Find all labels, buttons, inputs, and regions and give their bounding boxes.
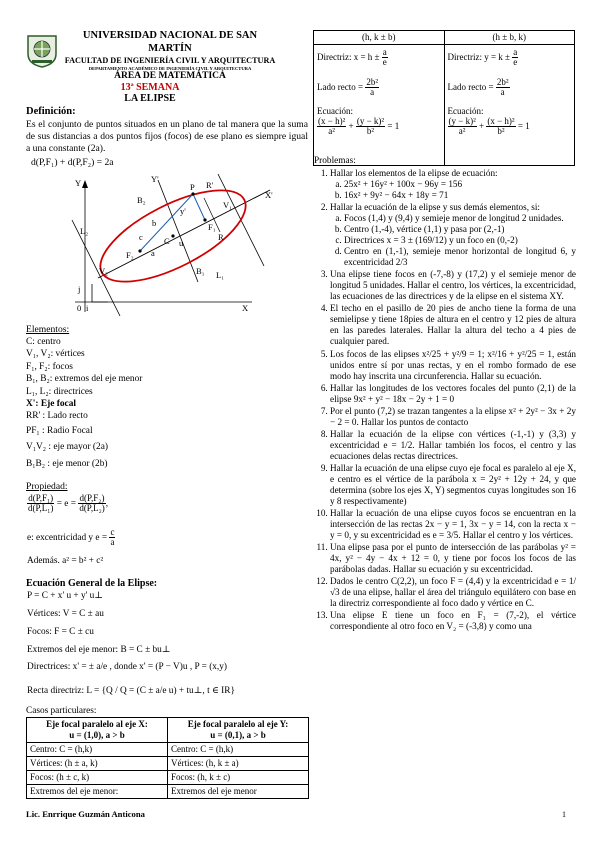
right-eq-rhs: = 1 — [517, 120, 530, 131]
problem-item: 3. Una elipse tiene focos en (-7,-8) y (17,2) y el semieje menor de longitud 5 unidades. Hallar el centro, los vértices, la excentricidad, las ecuaciones de las directrices y de la elipse en el sistema XY. — [330, 269, 576, 302]
label-l1: L₁ — [216, 270, 225, 280]
header-block — [60, 30, 280, 83]
element-item: B₁B₂ : eje menor (2b) — [26, 458, 108, 469]
problem-item: 5. Los focos de las elipses x²/25 + y²/9 = 1; x²/16 + y²/25 = 1, están unidos entre sí por unas rectas, y en el rombo formado de ese modo hay inscrita una circunferencia. Hallar su ecuación. — [330, 349, 576, 382]
problem-subitem: d. Centro en (1,-1), semieje menor horizontal de longitud 6, y excentricidad 2/3 — [344, 246, 576, 268]
problem-item: 9. Hallar la ecuación de una elipse cuyo eje focal es paralelo al eje X, e centro es el vértice de la parábola x = 2y² + 12y + 24, y que determina (sobre los ejes X, Y) segmentos cuyas longitudes son 16 y 8 respectivamente) — [330, 463, 576, 507]
dir-den: e — [513, 57, 518, 68]
label-j: j — [78, 284, 81, 294]
university-logo — [26, 34, 58, 68]
problem-item — [330, 168, 576, 201]
ecc-num: c — [110, 527, 115, 537]
general-eq2: Vértices: V = C ± au — [27, 609, 104, 619]
problem-subitem: b. 16x² + 9y² − 64x + 18y = 71 — [344, 190, 576, 201]
property-heading: Propiedad: — [26, 481, 68, 492]
cases-table — [26, 717, 309, 799]
label-b: b — [152, 218, 157, 228]
cont-right-lado: Lado recto = — [447, 81, 494, 92]
label-b1: B₁ — [196, 266, 205, 276]
ratio-mid: = e = — [56, 499, 76, 510]
area-name: ÁREA DE MATEMÁTICA — [114, 71, 226, 82]
general-eq3: Focos: F = C ± cu — [27, 627, 94, 637]
label-b2: B₂ — [137, 195, 146, 205]
cont-right-directriz: Directriz: y = k ± — [447, 51, 510, 62]
left-eq-n2: (y − k)² — [356, 115, 385, 126]
label-y: Y — [75, 178, 82, 188]
cases-cell: Focos: (h ± c, k) — [27, 770, 168, 784]
problem-item: 8. Hallar la ecuación de la elipse con vértices (-1,-1) y (3,3) y excentricidad e = 1/2. Hallar también los focos, el centro y las ecuaciones delas rectas directrices. — [330, 429, 576, 462]
label-c: C — [164, 236, 170, 246]
cases-cell: Focos: (h, k ± c) — [168, 770, 309, 784]
problem-item: 12. Dados le centro C(2,2), un foco F = (4,4) y la excentricidad e = 1/√3 de una elipse, hallar el área del triángulo equilátero con base en la directriz correspondiente al foco dado y vértice en C. — [330, 576, 576, 609]
label-v1: V₁ — [223, 200, 233, 210]
element-item: B₁, B₂: extremos del eje menor — [26, 374, 143, 385]
definition-text: Es el conjunto de puntos situados en un plano de tal manera que la suma de sus distancias a dos puntos fijos (focos) de ese plano es siempre igual a una constante (2a). — [26, 119, 308, 154]
problem-subitem: b. Centro (1,-4), vértice (1,1) y pasa por (2,-1) — [344, 224, 576, 235]
cont-right-head: (h ± b, k) — [444, 31, 575, 45]
ratio-right-den: d(P,L₂) — [79, 503, 105, 514]
cases-col1-sub: u = (1,0), a > b — [69, 729, 125, 740]
label-x-prime: X' — [265, 190, 273, 200]
ellipse-figure — [20, 170, 310, 318]
property-ratio: $\frac{\text{d(P,F₁)}}{\text{d(P,L₁)}}$ = e = $\frac{\text{d(P,F₂)}}{\text{d(P,L₂)}}$ , — [28, 493, 109, 514]
left-eq-n1: (x − h)² — [318, 115, 346, 126]
cases-cell: Extremos del eje menor: — [27, 784, 168, 798]
label-f1: F₁ — [208, 222, 216, 232]
general-eq6: Recta directriz: L = {Q / Q = (C ± a/e u) + tu⊥, t ∈ IR} — [27, 686, 235, 696]
cases-cell: Vértices: (h ± a, k) — [27, 756, 168, 770]
general-eq4: Extremos del eje menor: B = C ± bu⊥ — [27, 645, 171, 655]
problems-list — [314, 168, 576, 632]
problems-block — [314, 168, 576, 633]
cont-left-directriz: Directriz: x = h ± — [317, 51, 380, 62]
problem-text: Hallar la ecuación de la elipse y sus demás elementos, si: — [330, 202, 540, 213]
cont-left-ecuacion: Ecuación: — [317, 105, 353, 116]
label-x: X — [242, 303, 249, 313]
label-origin: 0 — [77, 303, 82, 313]
right-eq-d2: b² — [497, 126, 505, 137]
cases-col2-sub: u = (0,1), a > b — [210, 729, 266, 740]
definition-formula: d(P,F₁) + d(P,F₂) = 2a — [31, 157, 114, 168]
focal-radius-2 — [193, 194, 205, 220]
cont-left-lado: Lado recto = — [317, 81, 364, 92]
element-item: V₁, V₂: vértices — [26, 349, 85, 360]
ratio-right-num: d(P,F₂) — [79, 493, 105, 503]
problem-item: 4. El techo en el pasillo de 20 pies de ancho tiene la forma de una semielipse y tiene 18pies de altura en el centro y 12 pies de altura en las paredes laterales. Hallar la altura del techo a 4 pies de cualquier pared. — [330, 303, 576, 347]
problems-heading: Problemas: — [314, 156, 356, 166]
problem-item: 10. Hallar la ecuación de una elipse cuyos focos se encuentran en la intersección de las rectas 2x − y = 1, 3x − y = 14, con la recta x − y = 0, y su excentricidad es e = 3/5. Hallar el centro y los vértices. — [330, 508, 576, 541]
cases-heading: Casos particulares: — [26, 706, 97, 716]
element-item: F₁, F₂: focos — [26, 361, 73, 372]
cases-cell: Centro: C = (h,k) — [27, 742, 168, 756]
left-eq-d1: a² — [328, 126, 335, 137]
label-r-prime: R' — [206, 180, 214, 190]
lr-den: a — [370, 87, 375, 98]
lr-den: a — [500, 87, 505, 98]
lr-num: 2b² — [366, 76, 379, 87]
problem-item: 6. Hallar las longitudes de los vectores focales del punto (2,1) de la elipse 9x² + y² − 18x − 2y + 1 = 0 — [330, 383, 576, 405]
label-r: R — [218, 232, 224, 242]
right-eq-n1: (y − k)² — [448, 115, 476, 126]
continuation-table: (h, k ± b) (h ± b, k) Directriz: x = h ± $\frac{a}{e}$ Lado recto = $\frac{\text{2b²}}{a}$ Ecuación: $\frac{\text{(x − h)²}}{\text{a²}}$ + $\frac{\text{(y − k)²}}{\text{b²}}$ = 1 Directriz: y = k ± $\frac{a}{e}$ Lado recto = $\frac{\text{2b²}}{a}$ Ecuación: $\frac{\text{(y − k)²}}{\text{a²}}$ + $\frac{\text{(x − h)²}}{\text{b²}}$ = 1 — [313, 30, 575, 166]
cases-cell: Vértices: (h, k ± a) — [168, 756, 309, 770]
dir-num: a — [382, 46, 387, 57]
general-heading: Ecuación General de la Elipse: — [26, 578, 158, 589]
right-eq-n2: (x − h)² — [487, 115, 515, 126]
definition-heading: Definición: — [26, 106, 76, 117]
problem-subitem: a. Focos (1,4) y (9,4) y semieje menor de longitud 2 unidades. — [344, 213, 576, 224]
label-c-small: c — [139, 232, 143, 242]
right-eq-d1: a² — [458, 126, 466, 137]
element-item: X': Eje focal — [26, 399, 76, 410]
label-i: i — [86, 303, 89, 313]
label-p: P — [190, 182, 195, 192]
cases-col2-title: Eje focal paralelo al eje Y: — [187, 719, 289, 729]
label-y-prime: Y' — [151, 174, 159, 184]
problem-subitem: c. Directrices x = 3 ± (169/12) y un foco en (0,-2) — [344, 235, 576, 246]
dir-den: e — [382, 57, 387, 68]
label-f2: F₂ — [126, 250, 134, 260]
problem-item — [330, 202, 576, 268]
faculty-name: FACULTAD DE INGENIERÍA CIVIL Y ARQUITECTURA — [64, 55, 276, 65]
elements-heading: Elementos: — [26, 324, 70, 335]
label-l2: L₂ — [80, 226, 89, 236]
element-item: PF₁ : Radio Focal — [26, 425, 93, 436]
problem-text: Hallar los elementos de la elipse de ecuación: — [330, 168, 498, 178]
cont-right-ecuacion: Ecuación: — [447, 105, 484, 116]
element-item: C: centro — [26, 337, 61, 347]
topic-title: LA ELIPSE — [124, 93, 176, 104]
cont-left-head: (h, k ± b) — [314, 31, 445, 45]
general-eq5: Directrices: x' = ± a/e , donde x' = (P − V)u , P = (x,y) — [27, 662, 228, 672]
ratio-left-den: d(P,L₁) — [28, 503, 54, 514]
week-label: 13ª SEMANA — [120, 82, 180, 93]
label-u: u — [179, 238, 184, 248]
eccentricity-line — [27, 528, 115, 548]
footer-author: Lic. Enrrique Guzmán Anticona — [26, 809, 145, 819]
problem-subitem: a. 25x² + 16y² + 100x − 96y = 156 — [344, 179, 576, 190]
element-item: RR' : Lado recto — [26, 411, 88, 422]
left-eq-d2: b² — [366, 126, 375, 137]
element-item: V₁V₂ : eje mayor (2a) — [26, 442, 109, 453]
cases-cell: Extremos del eje menor — [168, 784, 309, 798]
cases-col1-title: Eje focal paralelo al eje X: — [46, 719, 148, 729]
label-y-coord: y' — [180, 206, 186, 216]
label-a: a — [151, 248, 155, 258]
problem-item: 11. Una elipse pasa por el punto de intersección de las parábolas y² = 4x, y² − 4y − 4x + 12 = 0, y tiene por focos los focos de las parábolas dadas. Hallar su ecuación y su excentricidad. — [330, 542, 576, 575]
left-eq-rhs: = 1 — [387, 120, 400, 131]
label-v2: V₂ — [99, 266, 109, 276]
general-eq1: P = C + x' u + y' u⊥ — [27, 591, 104, 601]
ecc-text: e: excentricidad y e = — [27, 533, 108, 544]
page-number: 1 — [562, 810, 566, 819]
elements-list — [26, 336, 306, 470]
ecc-den: a — [110, 537, 115, 548]
problem-item: 13. Una elipse E tiene un foco en F₁ = (7,-2), el vértice correspondiente al otro foco en V₂ = (-3,8) y como una — [330, 610, 576, 632]
problem-item: 7. Por el punto (7,2) se trazan tangentes a la elipse x² + 2y² − 3x + 2y − 2 = 0. Hallar los puntos de contacto — [330, 406, 576, 428]
cases-cell: Centro: C = (h,k) — [168, 742, 309, 756]
lr-num: 2b² — [496, 76, 509, 87]
university-name: UNIVERSIDAD NACIONAL DE SAN MARTÍN — [82, 30, 258, 54]
dir-num: a — [513, 46, 518, 57]
additional-identity: Además. a² = b² + c² — [27, 556, 104, 566]
element-item: L₁, L₂: directrices — [26, 386, 93, 397]
ratio-left-num: d(P,F₁) — [28, 493, 54, 503]
department-name: DEPARTAMENTO ACADÉMICO DE INGENIERÍA CIVIL Y ARQUITECTURA — [88, 65, 252, 71]
